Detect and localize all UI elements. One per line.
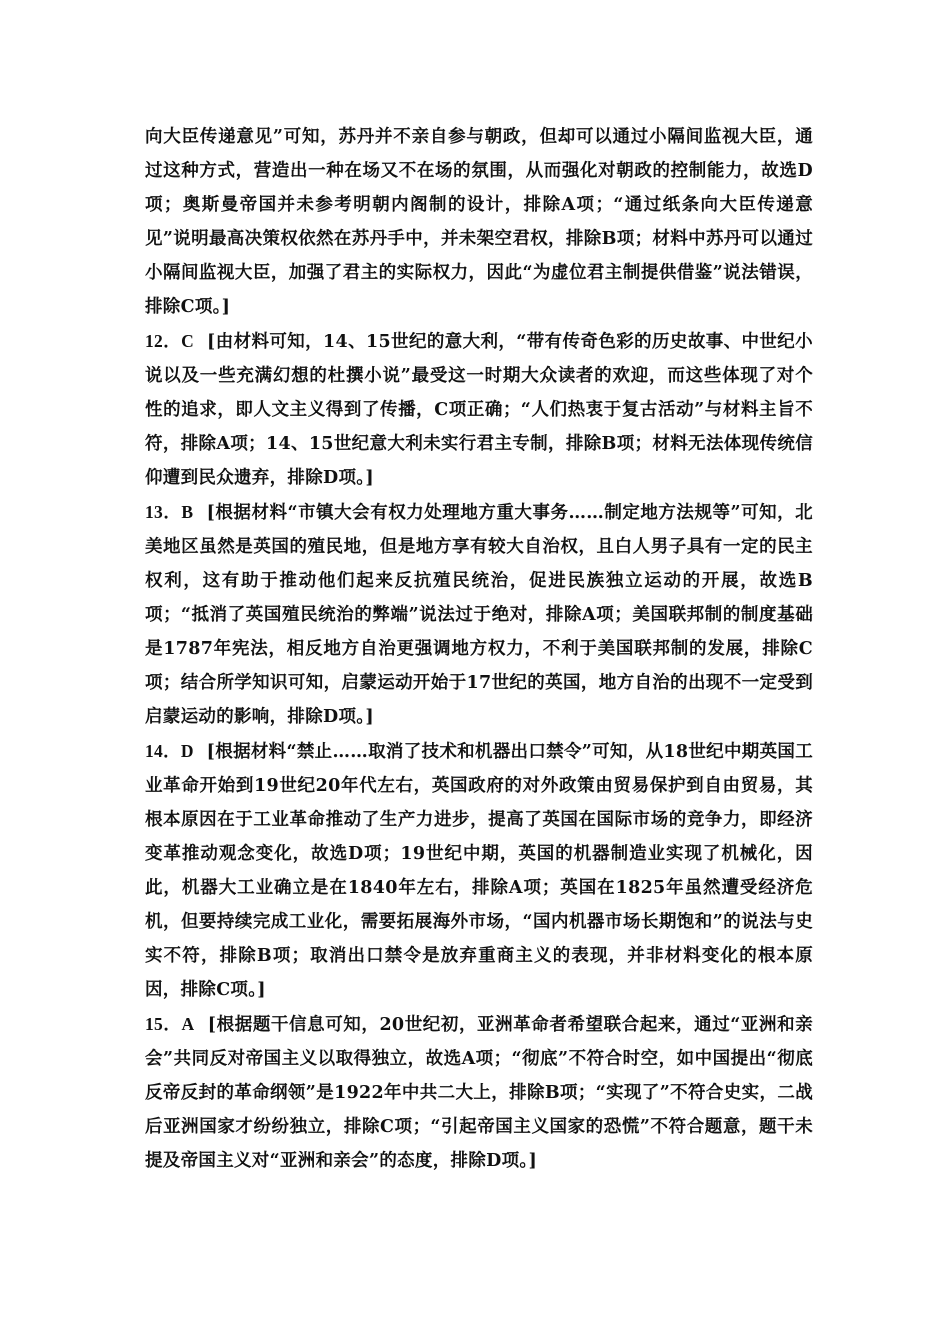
answer-15-label: 15．A — [145, 1014, 195, 1034]
answer-12 — [145, 324, 813, 495]
answer-13-label: 13．B — [145, 502, 194, 522]
answer-11-continuation — [145, 120, 813, 324]
answer-13-text: [根据材料“市镇大会有权力处理地方重大事务……制定地方法规等”可知，北美地区虽然是英国的殖民地，但是地方享有较大自治权，且白人男子具有一定的民主权利，这有助于推动他们起来反抗殖民统治，促进民族独立运动的开展，故选B项；“抵消了英国殖民统治的弊端”说法过于绝对，排除A项；美国联邦制的制度基础是1787年宪法，相反地方自治更强调地方权力，不利于美国联邦制的发展，排除C项；结合所学知识可知，启蒙运动开始于17世纪的英国，地方自治的出现不一定受到启蒙运动的影响，排除D项。] — [145, 503, 813, 727]
answer-explanations-page — [145, 120, 813, 1178]
answer-12-text: [由材料可知，14、15世纪的意大利，“带有传奇色彩的历史故事、中世纪小说以及一些充满幻想的杜撰小说”最受这一时期大众读者的欢迎，而这些体现了对个性的追求，即人文主义得到了传播，C项正确；“人们热衷于复古活动”与材料主旨不符，排除A项；14、15世纪意大利未实行君主专制，排除B项；材料无法体现传统信仰遭到民众遗弃，排除D项。] — [145, 332, 813, 488]
answer-14 — [145, 734, 813, 1007]
answer-14-text: [根据材料“禁止……取消了技术和机器出口禁令”可知，从18世纪中期英国工业革命开始到19世纪20年代左右，英国政府的对外政策由贸易保护到自由贸易，其根本原因在于工业革命推动了生产力进步，提高了英国在国际市场的竞争力，即经济变革推动观念变化，故选D项；19世纪中期，英国的机器制造业实现了机械化，因此，机器大工业确立是在1840年左右，排除A项；英国在1825年虽然遭受经济危机，但要持续完成工业化，需要拓展海外市场，“国内机器市场长期饱和”的说法与史实不符，排除B项；取消出口禁令是放弃重商主义的表现，并非材料变化的根本原因，排除C项。] — [145, 742, 813, 1000]
answer-15-text: [根据题干信息可知，20世纪初，亚洲革命者希望联合起来，通过“亚洲和亲会”共同反对帝国主义以取得独立，故选A项；“彻底”不符合时空，如中国提出“彻底反帝反封的革命纲领”是1922年中共二大上，排除B项；“实现了”不符合史实，二战后亚洲国家才纷纷独立，排除C项；“引起帝国主义国家的恐慌”不符合题意，题干未提及帝国主义对“亚洲和亲会”的态度，排除D项。] — [145, 1015, 813, 1171]
answer-12-label: 12．C — [145, 331, 195, 351]
answer-14-label: 14．D — [145, 741, 194, 761]
answer-13 — [145, 495, 813, 734]
answer-11-text: 向大臣传递意见”可知，苏丹并不亲自参与朝政，但却可以通过小隔间监视大臣，通过这种方式，营造出一种在场又不在场的氛围，从而强化对朝政的控制能力，故选D项；奥斯曼帝国并未参考明朝内阁制的设计，排除A项；“通过纸条向大臣传递意见”说明最高决策权依然在苏丹手中，并未架空君权，排除B项；材料中苏丹可以通过小隔间监视大臣，加强了君主的实际权力，因此“为虚位君主制提供借鉴”说法错误，排除C项。] — [145, 127, 813, 317]
answer-15 — [145, 1007, 813, 1178]
